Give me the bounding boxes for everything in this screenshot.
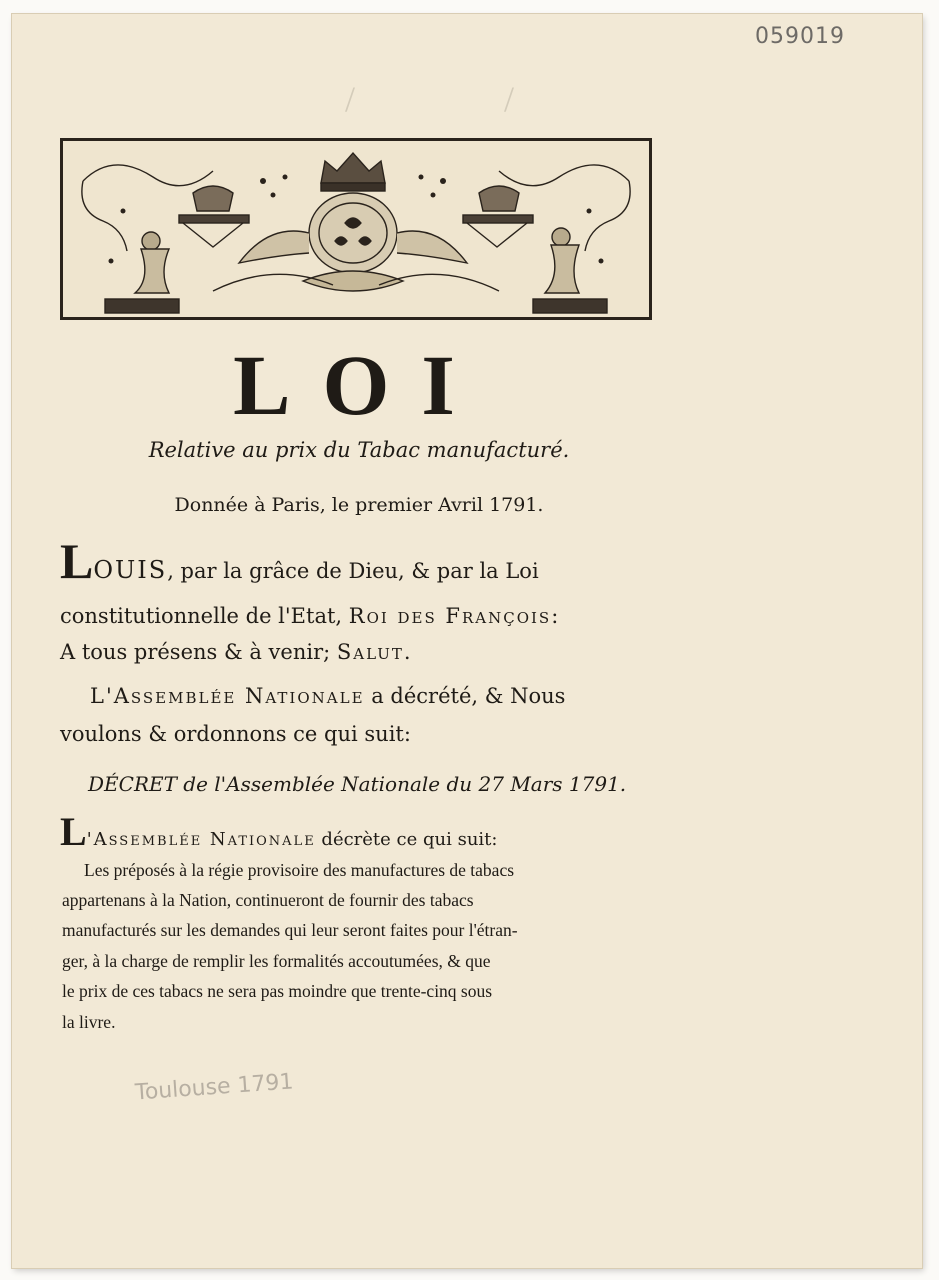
royal-title: Roi des François: xyxy=(348,604,561,628)
preamble-line-3-text: A tous présens & à venir; xyxy=(60,640,331,664)
decree-assembly-name: 'Assemblée Nationale xyxy=(86,829,316,850)
faint-bleed-mark: / / xyxy=(345,79,515,119)
decree-opening xyxy=(60,809,498,854)
assembly-text: a décrété, & Nous xyxy=(371,684,566,708)
dropcap-letter: L xyxy=(60,533,94,589)
preamble-line-2 xyxy=(60,604,560,628)
royal-arms-engraving xyxy=(63,141,649,317)
date-line: Donnée à Paris, le premier Avril 1791. xyxy=(174,494,544,516)
pencil-annotation: Toulouse 1791 xyxy=(134,1069,295,1106)
preamble-line-1 xyxy=(60,533,539,589)
decree-line-1: Les préposés à la régie provisoire des manufactures de tabacs xyxy=(84,860,515,880)
decree-line-6: la livre. xyxy=(62,1012,116,1032)
king-name: OUIS xyxy=(93,556,168,584)
decree-line-5: le prix de ces tabacs ne sera pas moindre que trente-cinq sous xyxy=(62,981,493,1001)
document-title: LOI xyxy=(233,337,487,433)
decree-line-4: ger, à la charge de remplir les formalités accoutumées, & que xyxy=(62,951,491,971)
decree-line-3: manufacturés sur les demandes qui leur seront faites pour l'étran- xyxy=(62,920,518,940)
decree-line-2: appartenans à la Nation, continueront de fournir des tabacs xyxy=(62,890,474,910)
decree-title: DÉCRET de l'Assemblée Nationale du 27 Mars 1791. xyxy=(88,772,627,796)
decorative-vignette xyxy=(60,138,652,320)
preamble-line-3 xyxy=(60,640,413,664)
assembly-line-1 xyxy=(90,684,565,708)
preamble-line-2-text: constitutionnelle de l'Etat, xyxy=(60,604,343,628)
catalog-number: 059019 xyxy=(755,24,845,49)
preamble-line-1-text: , par la grâce de Dieu, & par la Loi xyxy=(167,559,539,583)
decree-opening-text: décrète ce qui suit: xyxy=(321,829,498,850)
assembly-line-2: voulons & ordonnons ce qui suit: xyxy=(60,722,411,746)
decree-dropcap: L xyxy=(60,809,87,854)
salutation: Salut. xyxy=(336,640,413,664)
assembly-name: L'Assemblée Nationale xyxy=(90,684,365,708)
document-subtitle: Relative au prix du Tabac manufacturé. xyxy=(148,438,570,462)
